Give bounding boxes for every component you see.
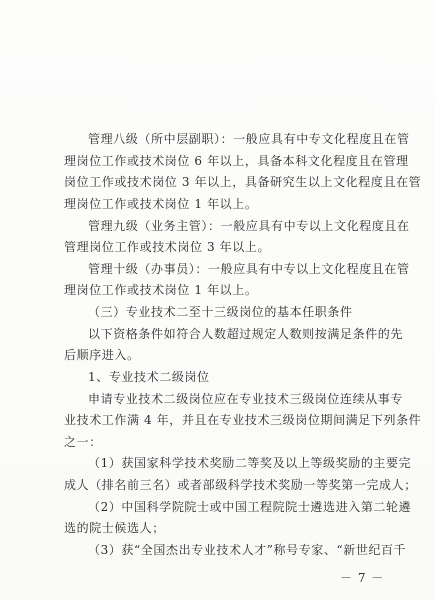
text-line: 选的院士候选人； [64,521,165,535]
text-line: 之一： [64,435,102,449]
section-heading: （三）专业技术二至十三级岗位的基本任职条件 [88,305,353,319]
text-line: 管理八级（所中层副职）：一般应具有中专文化程度且在管 [88,132,410,146]
subsection-heading: 1、专业技术二级岗位 [88,370,210,384]
text-line: 管理九级（业务主管）：一般应具有中专以上文化程度且在 [88,219,410,233]
text-line: 理岗位工作或技术岗位 1 年以上。 [64,197,258,211]
text-line: 理岗位工作或技术岗位 1 年以上。 [64,283,258,297]
text-line: 岗位工作或技术岗位 3 年以上，具备研究生以上文化程度且在管 [64,175,422,189]
list-item: （3）获“全国杰出专业技术人才”称号专家、“新世纪百千 [88,543,407,557]
text-line: 管理岗位工作或技术岗位 3 年以上。 [64,240,271,254]
text-line: 成人（排名前三名）或者部级科学技术奖励一等奖第一完成人； [64,478,417,492]
list-item: （2）中国科学院院士或中国工程院院士遴选进入第二轮遴 [88,500,412,514]
text-line: 后顺序进入。 [64,348,140,362]
text-line: 申请专业技术二级岗位应在专业技术三级岗位连续从事专 [88,392,404,406]
list-item: （1）获国家科学技术奖励二等奖及以上等级奖励的主要完 [88,456,412,470]
text-line: 理岗位工作或技术岗位 6 年以上，具备本科文化程度且在管理 [64,154,409,168]
page-number: － 7 － [340,571,385,585]
text-line: 管理十级（办事员）：一般应具有中专以上文化程度且在管 [88,262,410,276]
text-line: 以下资格条件如符合人数超过规定人数则按满足条件的先 [88,327,404,341]
text-line: 业技术工作满 4 年，并且在专业技术三级岗位期间满足下列条件 [64,413,422,427]
